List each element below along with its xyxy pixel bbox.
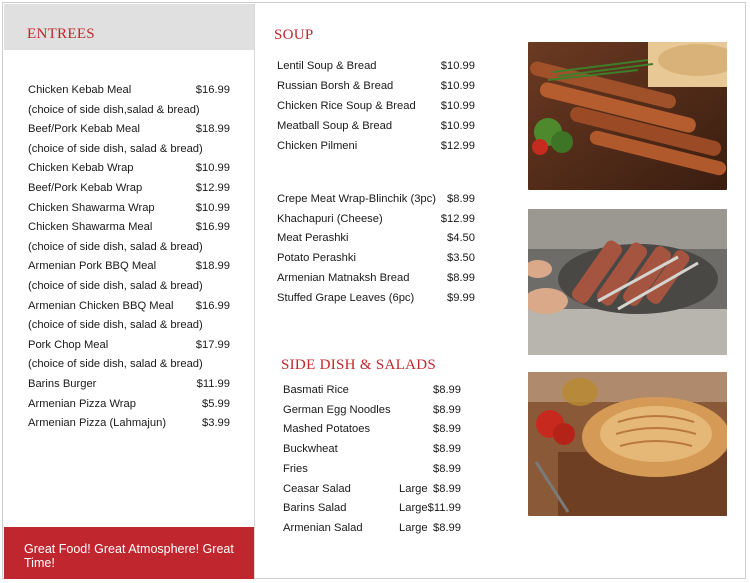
extras-row xyxy=(277,213,475,227)
item-price: $10.99 xyxy=(195,162,230,175)
item-name: Armenian Pizza Wrap xyxy=(28,397,136,410)
item-name: (choice of side dish, salad & bread) xyxy=(28,358,203,371)
extras-row xyxy=(277,272,475,286)
entree-row xyxy=(28,182,230,196)
soup-row xyxy=(277,120,475,134)
item-name: (choice of side dish, salad & bread) xyxy=(28,240,203,253)
side-dish-salads-title: SIDE DISH & SALADS xyxy=(281,357,436,373)
item-price: $17.99 xyxy=(195,338,230,351)
item-name: German Egg Noodles xyxy=(283,403,391,416)
item-name: Chicken Rice Soup & Bread xyxy=(277,100,416,112)
entree-row xyxy=(28,280,230,294)
footer-banner xyxy=(4,527,254,579)
item-name: (choice of side dish, salad & bread) xyxy=(28,142,203,155)
item-price: $4.50 xyxy=(447,232,475,245)
side-dish-row xyxy=(283,443,461,457)
soup-row xyxy=(277,60,475,74)
item-name: Stuffed Grape Leaves (6pc) xyxy=(277,291,415,304)
entree-row xyxy=(28,84,230,98)
extras-row xyxy=(277,292,475,306)
item-price: $8.99 xyxy=(433,403,461,416)
item-price: $12.99 xyxy=(195,182,230,194)
item-name: Potato Perashki xyxy=(277,252,356,265)
entree-row xyxy=(28,241,230,255)
item-price: $16.99 xyxy=(195,299,230,312)
item-name: Beef/Pork Kebab Meal xyxy=(28,123,140,136)
item-name: Chicken Kebab Meal xyxy=(28,84,132,96)
extras-row xyxy=(277,232,475,246)
bread-photo xyxy=(528,372,727,516)
item-price: $8.99 xyxy=(433,482,461,495)
item-price: $8.99 xyxy=(433,384,461,396)
item-name: (choice of side dish, salad & bread) xyxy=(28,280,203,292)
item-size: Large xyxy=(399,521,428,534)
entrees-header xyxy=(4,4,254,50)
side-dish-row xyxy=(283,522,461,536)
item-name: Russian Borsh & Bread xyxy=(277,80,394,92)
item-name: Meat Perashki xyxy=(277,232,349,245)
item-size: Large xyxy=(399,482,428,495)
entree-row xyxy=(28,162,230,176)
item-price: $18.99 xyxy=(195,123,230,136)
item-name: Chicken Pilmeni xyxy=(277,140,358,152)
item-price: $11.99 xyxy=(196,378,230,390)
item-name: Mashed Potatoes xyxy=(283,423,371,436)
item-name: Chicken Shawarma Meal xyxy=(28,221,153,234)
entree-row xyxy=(28,339,230,353)
column-divider xyxy=(254,4,255,579)
item-name: Meatball Soup & Bread xyxy=(277,120,393,132)
entree-row xyxy=(28,300,230,314)
footer-tagline: Great Food! Great Atmosphere! Great Time! xyxy=(24,542,234,570)
entree-row xyxy=(28,378,230,392)
item-price: $10.99 xyxy=(195,201,230,214)
item-price: $10.99 xyxy=(440,100,475,112)
item-price: $8.99 xyxy=(447,271,475,284)
item-name: Armenian Pork BBQ Meal xyxy=(28,260,157,273)
item-name: Armenian Salad xyxy=(283,521,363,534)
item-name: Barins Salad xyxy=(283,502,347,515)
entree-row xyxy=(28,104,230,118)
item-price: $8.99 xyxy=(447,193,475,205)
soup-row xyxy=(277,80,475,94)
extras-row xyxy=(277,252,475,266)
entree-row xyxy=(28,143,230,157)
entree-row xyxy=(28,260,230,274)
side-dish-row xyxy=(283,384,461,398)
item-price: $3.99 xyxy=(202,417,230,430)
item-price: $18.99 xyxy=(195,260,230,273)
item-name: Chicken Kebab Wrap xyxy=(28,162,134,175)
item-name: Armenian Chicken BBQ Meal xyxy=(28,299,174,312)
item-price: $10.99 xyxy=(440,60,475,72)
item-price: $8.99 xyxy=(433,443,461,456)
side-dish-row xyxy=(283,423,461,437)
side-dish-row xyxy=(283,502,461,516)
side-dish-row xyxy=(283,463,461,477)
entree-row xyxy=(28,358,230,372)
item-name: Pork Chop Meal xyxy=(28,338,109,351)
item-name: Armenian Matnaksh Bread xyxy=(277,271,410,284)
item-name: Crepe Meat Wrap-Blinchik (3pc) xyxy=(277,193,436,205)
extras-row xyxy=(277,193,475,207)
grill-photo xyxy=(528,209,727,355)
entree-row xyxy=(28,221,230,235)
side-dish-row xyxy=(283,483,461,497)
item-name: Ceasar Salad xyxy=(283,482,351,495)
soup-row xyxy=(277,140,475,154)
entree-row xyxy=(28,417,230,431)
item-price: $10.99 xyxy=(440,80,475,92)
entree-row xyxy=(28,398,230,412)
kebab-skewers-photo xyxy=(528,42,727,190)
entrees-title: ENTREES xyxy=(27,26,95,42)
item-price: $16.99 xyxy=(195,221,230,234)
item-price: $12.99 xyxy=(440,140,475,152)
item-price: $9.99 xyxy=(447,291,475,304)
item-price: $10.99 xyxy=(440,120,475,132)
item-price: $8.99 xyxy=(433,462,461,475)
item-name: Lentil Soup & Bread xyxy=(277,60,377,72)
item-name: (choice of side dish,salad & bread) xyxy=(28,103,200,116)
item-name: Beef/Pork Kebab Wrap xyxy=(28,182,143,194)
item-price: $8.99 xyxy=(433,521,461,534)
item-price: $12.99 xyxy=(440,212,475,225)
item-name: (choice of side dish, salad & bread) xyxy=(28,319,203,332)
entree-row xyxy=(28,202,230,216)
item-name: Buckwheat xyxy=(283,443,338,456)
item-price: $3.50 xyxy=(447,252,475,265)
item-name: Basmati Rice xyxy=(283,384,349,396)
item-name: Chicken Shawarma Wrap xyxy=(28,201,155,214)
item-name: Fries xyxy=(283,462,308,475)
side-dish-row xyxy=(283,404,461,418)
soup-title: SOUP xyxy=(274,27,314,43)
entree-row xyxy=(28,319,230,333)
soup-row xyxy=(277,100,475,114)
item-price: $5.99 xyxy=(202,397,230,410)
item-name: Barins Burger xyxy=(28,378,97,390)
item-price: $11.99 xyxy=(427,502,461,515)
item-price: $8.99 xyxy=(433,423,461,436)
item-name: Armenian Pizza (Lahmajun) xyxy=(28,417,167,430)
item-name: Khachapuri (Cheese) xyxy=(277,212,383,225)
item-size: Large xyxy=(399,502,428,515)
entree-row xyxy=(28,123,230,137)
item-price: $16.99 xyxy=(195,84,230,96)
